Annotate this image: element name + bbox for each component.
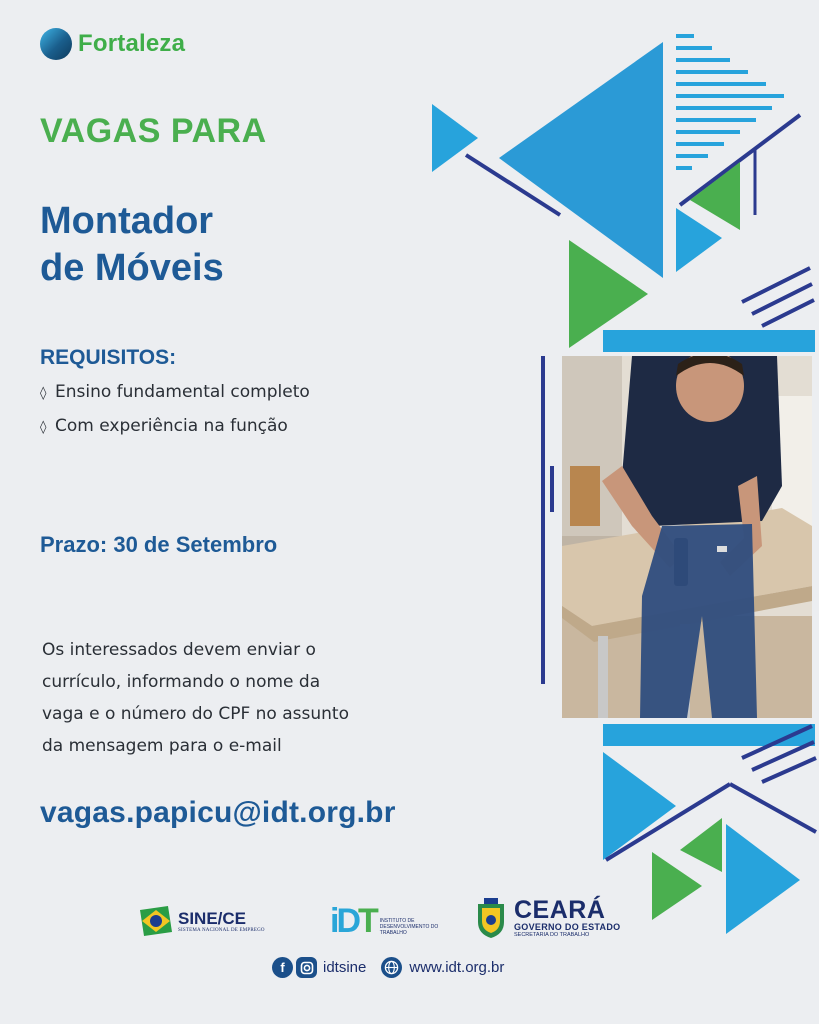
instagram-icon[interactable]: [296, 957, 317, 978]
deco-bar: [603, 330, 815, 352]
logo-sine-ce: [138, 904, 265, 938]
deco-triangle: [680, 818, 722, 872]
instructions-line: Os interessados devem enviar o: [42, 640, 316, 660]
instructions: [42, 634, 422, 762]
job-title-line-1: Montador: [40, 200, 214, 242]
deco-bar: [541, 356, 545, 684]
list-item: ◊ Ensino fundamental completo: [40, 378, 310, 412]
photo-furniture-assembler: [562, 356, 812, 718]
deco-triangle: [603, 752, 676, 860]
ceara-name: CEARÁ: [514, 896, 606, 924]
ceara-secretariat: SECRETARIA DO TRABALHO: [514, 932, 590, 938]
deco-triangle: [690, 162, 740, 230]
job-title: [40, 198, 224, 292]
globe-icon: [381, 957, 402, 978]
ceara-government: GOVERNO DO ESTADO: [514, 922, 621, 932]
deco-stripes-right: [742, 268, 814, 326]
contact-email[interactable]: vagas.papicu@idt.org.br: [40, 796, 396, 829]
deco-stripes-right: [742, 726, 816, 782]
list-item: ◊ Com experiência na função: [40, 412, 310, 446]
sine-name: SINE/CE: [178, 908, 247, 928]
instructions-line: da mensagem para o e-mail: [42, 736, 282, 756]
instructions-line: vaga e o número do CPF no assunto: [42, 704, 349, 724]
headline-prefix: VAGAS PARA: [40, 112, 267, 150]
city-name: Fortaleza: [78, 30, 186, 57]
deco-triangle: [569, 240, 648, 348]
deco-line: [680, 115, 800, 205]
city-badge: [40, 28, 185, 60]
logo-ceara: [474, 896, 620, 940]
social-links: [272, 957, 504, 978]
facebook-icon[interactable]: f: [272, 957, 293, 978]
deco-line: [730, 784, 816, 832]
city-logo-icon: [40, 28, 72, 60]
deco-triangle: [499, 42, 663, 278]
ceara-coat-of-arms-icon: [474, 896, 508, 940]
requirements-list: [40, 378, 310, 446]
deco-triangle: [652, 852, 702, 920]
website-link[interactable]: www.idt.org.br: [409, 959, 505, 976]
job-title-line-2: de Móveis: [40, 247, 224, 289]
deco-triangle: [432, 104, 478, 172]
idt-mark: iDT: [330, 902, 376, 940]
social-handle[interactable]: idtsine: [323, 959, 367, 976]
instructions-line: currículo, informando o nome da: [42, 672, 321, 692]
idt-subtitle: INSTITUTO DE DESENVOLVIMENTO DO TRABALHO: [379, 918, 439, 936]
requirements-title: REQUISITOS:: [40, 346, 177, 369]
deco-line: [466, 155, 560, 215]
deco-triangle: [726, 824, 800, 934]
deco-line: [606, 784, 730, 860]
brazil-flag-icon: [138, 904, 174, 938]
diamond-bullet-icon: ◊: [40, 386, 47, 401]
logo-idt: [330, 904, 440, 938]
sine-subtitle: SISTEMA NACIONAL DE EMPREGO: [178, 927, 265, 933]
diamond-bullet-icon: ◊: [40, 420, 47, 435]
photo-illustration: [562, 356, 812, 718]
deadline: Prazo: 30 de Setembro: [40, 532, 278, 557]
deco-triangle: [676, 208, 722, 272]
deco-stripes: [676, 36, 784, 168]
deco-bar: [603, 724, 815, 746]
